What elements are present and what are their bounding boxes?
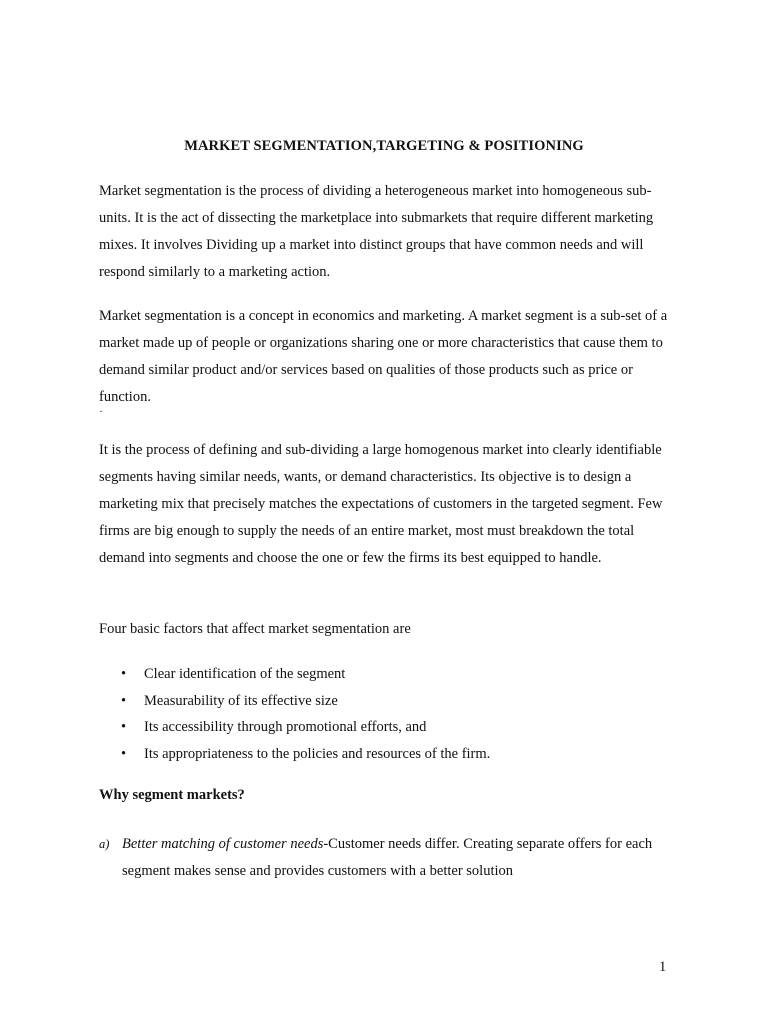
paragraph-factors-intro: Four basic factors that affect market segmentation are: [99, 621, 411, 637]
factor-text: Its appropriateness to the policies and resources of the firm.: [144, 745, 491, 762]
list-item: [99, 688, 490, 715]
reason-lead: Better matching of customer needs: [122, 836, 324, 852]
list-item: [99, 661, 490, 688]
page-number: 1: [659, 959, 667, 975]
reason-text: -Customer needs differ. Creating separate offers for each segment makes sense and provides customers with a better solution: [122, 836, 653, 879]
bullet-icon: •: [121, 719, 127, 735]
factor-text: Measurability of its effective size: [144, 692, 338, 709]
bullet-icon: •: [121, 692, 127, 709]
factors-list: [99, 661, 490, 767]
bullet-icon: •: [121, 666, 127, 682]
list-item: [99, 714, 490, 741]
section-heading: Why segment markets?: [99, 787, 245, 803]
paragraph-concept: Market segmentation is a concept in economics and marketing. A market segment is a sub-set of a market made up of people or organizations sharing one or more characteristics that cause them to demand similar product and/or services based on qualities of those products such as price or function.: [99, 308, 668, 405]
bullet-icon: •: [121, 745, 127, 762]
document-title: MARKET SEGMENTATION,TARGETING & POSITIONING: [184, 138, 584, 154]
factor-text: Its accessibility through promotional efforts, and: [144, 719, 427, 735]
factor-text: Clear identification of the segment: [144, 666, 346, 682]
reason-body: [122, 831, 659, 885]
reason-marker: a): [99, 837, 110, 851]
paragraph-process: It is the process of defining and sub-dividing a large homogenous market into clearly identifiable segments having similar needs, wants, or demand characteristics. Its objective is to design a marketing mix that precisely matches the expectations of customers in the targeted segment. Few firms are big enough to supply the needs of an entire market, most must breakdown the total demand into segments and choose the one or few the firms its best equipped to handle.: [99, 442, 663, 566]
paragraph-definition: Market segmentation is the process of dividing a heterogeneous market into homogeneous sub-units. It is the act of dissecting the marketplace into submarkets that require different marketing mixes. It involves Dividing up a market into distinct groups that have common needs and will respond similarly to a marketing action.: [99, 183, 654, 280]
list-item: [99, 741, 490, 768]
reason-item: [99, 831, 659, 885]
stray-mark: ·: [99, 404, 103, 418]
